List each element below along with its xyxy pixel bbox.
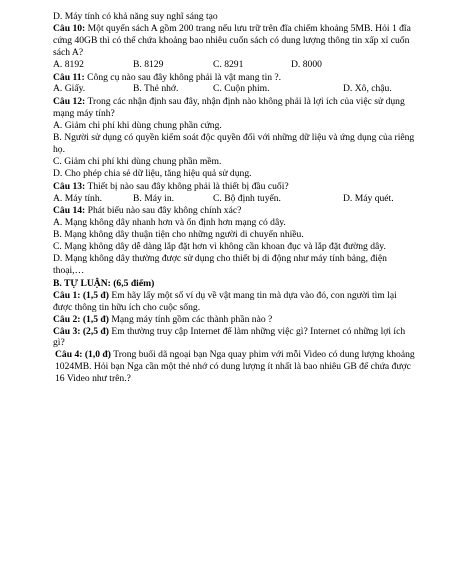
question-11-label: Câu 11: [53, 71, 85, 83]
q14-answer-d: D. Mạng không dây thường được sử dụng cho thiết bị di động như máy tính bảng, điện thoại,… [53, 253, 387, 276]
q12-answer-d: D. Cho phép chia sẻ dữ liệu, tăng hiệu quả sử dụng. [53, 167, 252, 179]
question-13-text: Thiết bị nào sau đây không phải là thiết bị đầu cuối? [85, 180, 289, 192]
q13-option-b: B. Máy in. [133, 192, 175, 204]
essay-2-text: Mạng máy tính gồm các thành phần nào ? [108, 313, 273, 325]
essay-question-3 [53, 326, 415, 350]
question-13 [53, 181, 415, 193]
section-b-title: B. TỰ LUẬN: (6,5 điểm) [53, 277, 155, 289]
question-13-label: Câu 13: [53, 180, 86, 192]
q10-option-c: C. 8291 [213, 58, 244, 70]
section-b-heading [53, 278, 415, 290]
essay-4-label: Câu 4: (1,0 đ) [55, 349, 111, 361]
essay-3-label: Câu 3: (2,5 đ) [53, 325, 109, 337]
q14-answer-a: A. Mạng không dây nhanh hơn và ổn định hơn mạng có dây. [53, 217, 286, 229]
q12-answer-b: B. Người sử dụng có quyền kiểm soát độc quyền đối với những dữ liệu và ứng dụng của riêng họ. [53, 132, 415, 155]
question-11-options [53, 83, 415, 95]
q12-answer-c: C. Giảm chi phí khi dùng chung phần mềm. [53, 155, 222, 167]
question-14 [53, 205, 415, 217]
q10-option-a: A. 8192 [53, 58, 84, 70]
q13-option-d: D. Máy quét. [343, 192, 394, 204]
essay-1-label: Câu 1: (1,5 đ) [53, 289, 109, 301]
essay-4-text: Trong buổi dã ngoại bạn Nga quay phim với mỗi Video có dung lượng khoảng 1024MB. Hỏi bạn Nga cần một thẻ nhớ có dung lượng ít nhất là bao nhiêu GB để chứa được 16 Video như trên.? [55, 349, 415, 385]
q10-option-d: D. 8000 [291, 58, 322, 70]
essay-question-4 [53, 349, 415, 385]
q11-option-b: B. Thẻ nhớ. [133, 83, 179, 95]
question-10-options [53, 59, 415, 71]
essay-question-1 [53, 290, 415, 314]
essay-3-text: Em thường truy cập Internet để làm những việc gì? Internet có những lợi ích gì? [53, 325, 406, 349]
question-14-text: Phát biểu nào sau đây không chính xác? [85, 205, 242, 217]
question-13-options [53, 193, 415, 205]
q13-option-c: C. Bộ định tuyến. [213, 192, 281, 204]
q12-answer-a: A. Giảm chi phí khi dùng chung phần cứng. [53, 120, 222, 132]
q11-option-d: D. Xô, chậu. [343, 83, 392, 95]
question-12-text: Trong các nhận định sau đây, nhận định nào không phải là lợi ích của việc sử dụng mạng máy tính? [53, 96, 405, 120]
q13-option-a: A. Máy tính. [53, 192, 103, 204]
exam-content [53, 11, 415, 385]
question-10-text: Một quyển sách A gồm 200 trang nếu lưu trữ trên đĩa chiếm khoảng 5MB. Hỏi 1 đĩa cứng 40GB thì có thể chứa khoảng bao nhiêu cuốn sách có dung lượng thông tin xấp xỉ cuốn sách A? [53, 22, 411, 58]
question-11-text: Công cụ nào sau đây không phải là vật mang tin ?. [84, 71, 282, 83]
q11-option-a: A. Giấy. [53, 83, 86, 95]
essay-1-text: Em hãy lấy một số ví dụ về vật mang tin mà dựa vào đó, con người tìm lại được thông tin hữu ích cho cuộc sống. [53, 289, 397, 313]
essay-2-label: Câu 2: (1,5 đ) [53, 313, 109, 325]
question-12 [53, 96, 415, 120]
essay-question-2 [53, 314, 415, 326]
q14-answer-b: B. Mạng không dây thuận tiện cho những người di chuyển nhiều. [53, 229, 304, 241]
question-12-label: Câu 12: [53, 96, 86, 108]
question-14-label: Câu 14: [53, 205, 86, 217]
q10-option-b: B. 8129 [133, 58, 164, 70]
q11-option-c: C. Cuộn phim. [213, 83, 270, 95]
option-d-previous: D. Máy tính có khả năng suy nghĩ sáng tạo [53, 11, 218, 22]
question-10-label: Câu 10: [53, 22, 86, 34]
question-10 [53, 23, 415, 59]
q14-answer-c: C. Mạng không dây dễ dàng lắp đặt hơn vì không cần khoan đục và lắp đặt đường dây. [53, 241, 386, 253]
question-11 [53, 72, 415, 84]
